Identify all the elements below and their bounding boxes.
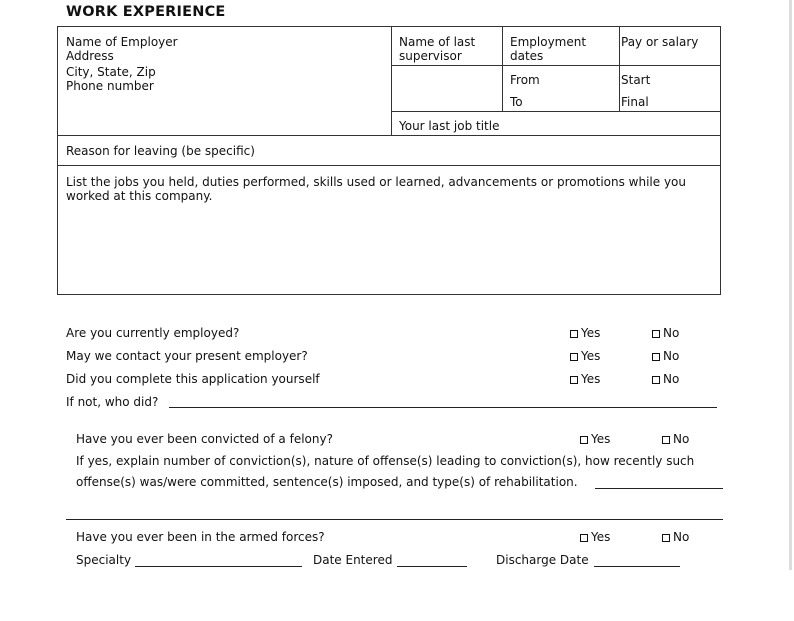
duties-label bbox=[66, 175, 686, 203]
checkbox-icon bbox=[570, 376, 578, 384]
contact-employer-question: May we contact your present employer? bbox=[66, 349, 308, 363]
supervisor-line: supervisor bbox=[399, 49, 462, 63]
yes-label: Yes bbox=[581, 349, 601, 363]
divider bbox=[619, 27, 620, 111]
yes-label: Yes bbox=[591, 432, 611, 446]
divider bbox=[58, 165, 720, 166]
no-label: No bbox=[663, 372, 680, 386]
job-title-label: Your last job title bbox=[399, 119, 500, 133]
specialty-field[interactable] bbox=[135, 566, 302, 567]
checkbox-icon bbox=[580, 534, 588, 542]
start-label: Start bbox=[621, 73, 651, 87]
date-entered-label: Date Entered bbox=[313, 553, 393, 567]
dates-line: Employment bbox=[510, 35, 587, 49]
yes-label: Yes bbox=[591, 530, 611, 544]
felony-explain-line: offense(s) was/were committed, sentence(s) imposed, and type(s) of rehabilitation. bbox=[76, 475, 578, 489]
employer-line: Phone number bbox=[66, 79, 154, 93]
from-label: From bbox=[510, 73, 540, 87]
divider bbox=[502, 27, 503, 111]
complete-self-yes[interactable] bbox=[570, 372, 600, 386]
divider bbox=[391, 111, 721, 112]
currently-employed-yes[interactable] bbox=[570, 326, 600, 340]
felony-explain-line: If yes, explain number of conviction(s), nature of offense(s) leading to conviction(s), how recently such bbox=[76, 454, 695, 468]
yes-label: Yes bbox=[581, 326, 601, 340]
checkbox-icon bbox=[652, 330, 660, 338]
contact-employer-yes[interactable] bbox=[570, 349, 600, 363]
checkbox-icon bbox=[570, 330, 578, 338]
discharge-date-field[interactable] bbox=[594, 566, 680, 567]
complete-self-question: Did you complete this application yourself bbox=[66, 372, 320, 386]
felony-explain-field[interactable] bbox=[595, 488, 723, 489]
page-edge bbox=[789, 0, 792, 570]
supervisor-line: Name of last bbox=[399, 35, 476, 49]
checkbox-icon bbox=[662, 534, 670, 542]
employment-table bbox=[57, 26, 721, 295]
felony-explain-field-2[interactable] bbox=[66, 519, 723, 520]
duties-line: worked at this company. bbox=[66, 189, 213, 203]
employer-line: Address bbox=[66, 49, 114, 63]
date-entered-field[interactable] bbox=[397, 566, 467, 567]
complete-self-no[interactable] bbox=[652, 372, 679, 386]
final-label: Final bbox=[621, 95, 649, 109]
no-label: No bbox=[673, 530, 690, 544]
no-label: No bbox=[673, 432, 690, 446]
pay-header: Pay or salary bbox=[621, 35, 699, 49]
specialty-label: Specialty bbox=[76, 553, 132, 567]
checkbox-icon bbox=[580, 436, 588, 444]
dates-line: dates bbox=[510, 49, 544, 63]
who-did-label: If not, who did? bbox=[66, 395, 159, 409]
checkbox-icon bbox=[570, 353, 578, 361]
checkbox-icon bbox=[662, 436, 670, 444]
dates-header bbox=[510, 35, 586, 63]
checkbox-icon bbox=[652, 376, 660, 384]
employer-line: Name of Employer bbox=[66, 35, 178, 49]
currently-employed-question: Are you currently employed? bbox=[66, 326, 240, 340]
felony-yes[interactable] bbox=[580, 432, 610, 446]
yes-label: Yes bbox=[581, 372, 601, 386]
armed-forces-no[interactable] bbox=[662, 530, 689, 544]
contact-employer-no[interactable] bbox=[652, 349, 679, 363]
divider bbox=[391, 27, 392, 135]
to-label: To bbox=[510, 95, 523, 109]
felony-no[interactable] bbox=[662, 432, 689, 446]
who-did-field[interactable] bbox=[169, 407, 717, 408]
section-title: WORK EXPERIENCE bbox=[66, 4, 226, 20]
employer-line: City, State, Zip bbox=[66, 65, 156, 79]
currently-employed-no[interactable] bbox=[652, 326, 679, 340]
reason-label: Reason for leaving (be specific) bbox=[66, 144, 255, 158]
discharge-date-label: Discharge Date bbox=[496, 553, 589, 567]
armed-forces-question: Have you ever been in the armed forces? bbox=[76, 530, 325, 544]
no-label: No bbox=[663, 326, 680, 340]
duties-line: List the jobs you held, duties performed, skills used or learned, advancements or promotions while you bbox=[66, 175, 686, 189]
no-label: No bbox=[663, 349, 680, 363]
felony-question: Have you ever been convicted of a felony? bbox=[76, 432, 333, 446]
divider bbox=[391, 65, 721, 66]
divider bbox=[58, 135, 720, 136]
checkbox-icon bbox=[652, 353, 660, 361]
supervisor-cell[interactable] bbox=[399, 35, 475, 63]
employer-cell[interactable] bbox=[66, 35, 178, 93]
armed-forces-yes[interactable] bbox=[580, 530, 610, 544]
